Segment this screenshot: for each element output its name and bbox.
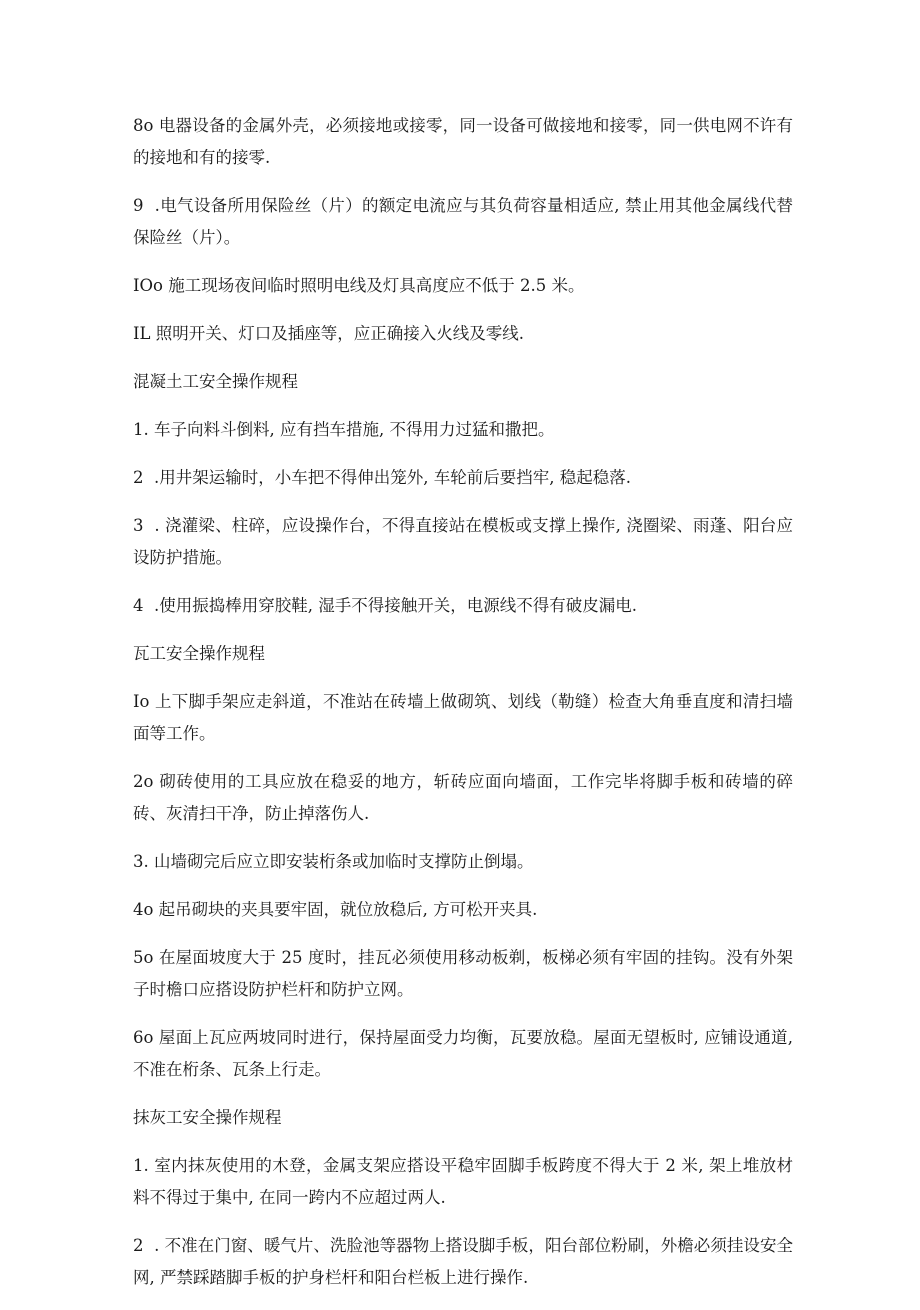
masonry-rule-4: 4o 起吊砌块的夹具要牢固，就位放稳后, 方可松开夹具. (133, 900, 538, 919)
document-page (133, 110, 793, 1310)
plastering-rule-2: 2 . 不准在门窗、暖气片、洗脸池等器物上搭设脚手板，阳台部位粉刷，外檐必须挂设安全网, 严禁踩踏脚手板的护身栏杆和阳台栏板上进行操作. (133, 1236, 793, 1287)
concrete-rule-1: 1. 车子向料斗倒料, 应有挡车措施, 不得用力过猛和撒把。 (133, 420, 555, 439)
plastering-rule-1: 1. 室内抹灰使用的木登，金属支架应搭设平稳牢固脚手板跨度不得大于 2 米, 架上堆放材料不得过于集中, 在同一跨内不应超过两人. (133, 1156, 793, 1207)
paragraph-item-11: IL 照明开关、灯口及插座等，应正确接入火线及零线. (133, 324, 524, 343)
paragraph-item-10: IOo 施工现场夜间临时照明电线及灯具高度应不低于 2.5 米。 (133, 276, 585, 295)
masonry-rule-3: 3. 山墙砌完后应立即安装桁条或加临时支撑防止倒塌。 (133, 852, 534, 871)
concrete-rule-2: 2 .用井架运输时，小车把不得伸出笼外, 车轮前后要挡牢, 稳起稳落. (133, 468, 631, 487)
concrete-rule-4: 4 .使用振捣棒用穿胶鞋, 湿手不得接触开关，电源线不得有破皮漏电. (133, 596, 637, 615)
paragraph-item-9: 9 .电气设备所用保险丝（片）的额定电流应与其负荷容量相适应, 禁止用其他金属线代替保险丝（片）。 (133, 196, 793, 247)
masonry-rule-2: 2o 砌砖使用的工具应放在稳妥的地方，斩砖应面向墙面，工作完毕将脚手板和砖墙的碎砖、灰清扫干净，防止掉落伤人. (133, 772, 793, 823)
section-heading-plastering: 抹灰工安全操作规程 (133, 1108, 282, 1127)
masonry-rule-5: 5o 在屋面坡度大于 25 度时，挂瓦必须使用移动板剃，板梯必须有牢固的挂钩。没有外架子时檐口应搭设防护栏杆和防护立网。 (133, 948, 793, 999)
section-heading-masonry: 瓦工安全操作规程 (133, 644, 265, 663)
paragraph-item-8: 8o 电器设备的金属外壳，必须接地或接零，同一设备可做接地和接零，同一供电网不许有的接地和有的接零. (133, 116, 793, 167)
masonry-rule-6: 6o 屋面上瓦应两坡同时进行，保持屋面受力均衡，瓦要放稳。屋面无望板时, 应铺设通道, 不准在桁条、瓦条上行走。 (133, 1028, 793, 1079)
concrete-rule-3: 3 . 浇灌梁、柱碎，应设操作台，不得直接站在模板或支撑上操作, 浇圈梁、雨蓬、阳台应设防护措施。 (133, 516, 793, 567)
masonry-rule-1: Io 上下脚手架应走斜道，不准站在砖墙上做砌筑、划线（勒缝）检查大角垂直度和清扫墙面等工作。 (133, 692, 793, 743)
section-heading-concrete: 混凝土工安全操作规程 (133, 372, 298, 391)
